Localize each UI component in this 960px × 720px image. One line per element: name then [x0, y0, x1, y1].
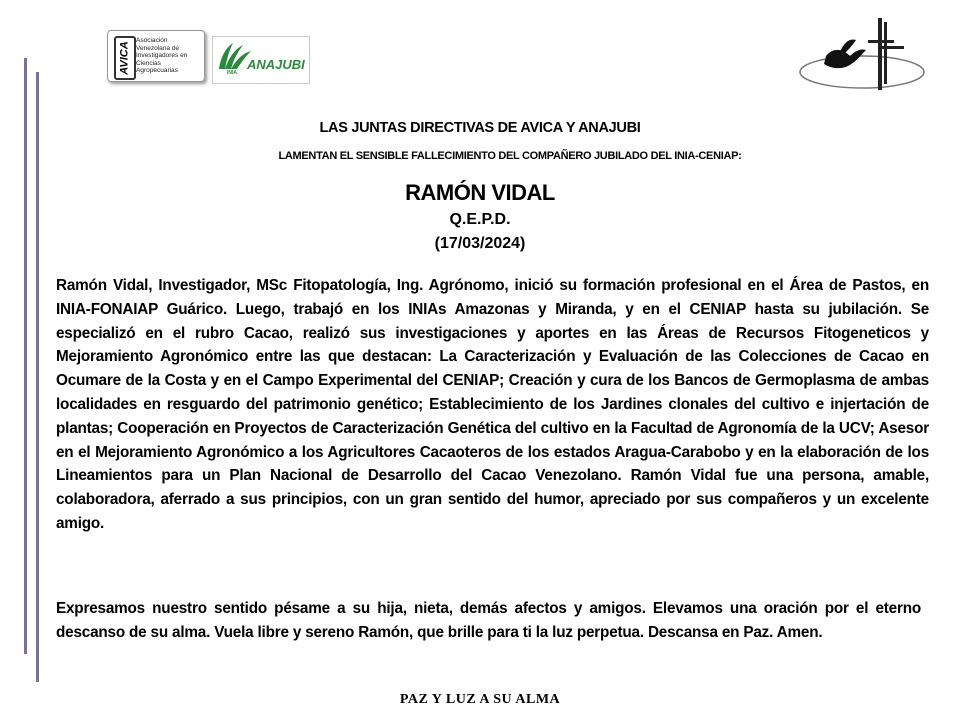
avica-logo-mark-text: AVICA — [119, 41, 132, 75]
avica-logo-text: Asociación Venezolana de Investigadores en Ciencias Agropecuarias — [136, 37, 188, 74]
biography-paragraph: Ramón Vidal, Investigador, MSc Fitopatología, Ing. Agrónomo, inició su formación profesional en el Área de Pastos, en INIA-FONAIAP Guárico. Luego, trabajó en los INIAs Amazonas y Miranda, y en el CENIAP hasta su jubilación. Se especializó en el rubro Cacao, realizó sus investigaciones y aportes en las Áreas de Recursos Fitogeneticos y Mejoramiento Agronómico entre las que destacan: La Caracterización y Evaluación de las Colecciones de Cacao en Ocumare de la Costa y en el Campo Experimental del CENIAP; Creación y cura de los Bancos de Germoplasma de ambas localidades en resguardo del patrimonio genético; Establecimiento de los Jardines clonales del cultivo e injertación de plantas; Cooperación en Proyectos de Caracterización Genética del cultivo en la Facultad de Agronomía de la UCV; Asesor en el Mejoramiento Agronómico a los Agricultores Cacaoteros de los estados Aragua-Carabobo y en la elaboración de los Lineamientos para un Plan Nacional de Desarrollo del Cacao Venezolano. Ramón Vidal fue una persona, amable, colaboradora, aferrado a sus principios, con un gran sentido del humor, apreciado por sus compañeros y un excelente amigo. — [56, 277, 929, 532]
condolence-paragraph: Expresamos nuestro sentido pésame a su hija, nieta, demás afectos y amigos. Elevamos una oración por el eterno descanso de su alma. Vuela libre y sereno Ramón, que brille para ti la luz perpetua. Descansa en Paz. Amen. — [56, 600, 921, 641]
left-border-line-inner — [36, 72, 39, 682]
header-line-2: LAMENTAN EL SENSIBLE FALLECIMIENTO DEL COMPAÑERO JUBILADO DEL INIA-CENIAP: — [278, 150, 742, 162]
dove-cross-icon — [796, 16, 926, 92]
avica-logo — [107, 30, 205, 82]
avica-logo-mark — [114, 36, 136, 80]
header-line-1: LAS JUNTAS DIRECTIVAS DE AVICA Y ANAJUBI — [319, 120, 641, 136]
footer-text: PAZ Y LUZ A SU ALMA — [399, 692, 561, 707]
qepd-label: Q.E.P.D. — [449, 211, 511, 228]
death-date: (17/03/2024) — [434, 235, 526, 252]
deceased-name: RAMÓN VIDAL — [405, 180, 555, 205]
anajubi-wordmark: ANAJUBI — [247, 57, 305, 72]
inia-label: INIA — [227, 70, 237, 76]
anajubi-logo — [212, 36, 310, 84]
left-border-line-outer — [24, 58, 27, 654]
